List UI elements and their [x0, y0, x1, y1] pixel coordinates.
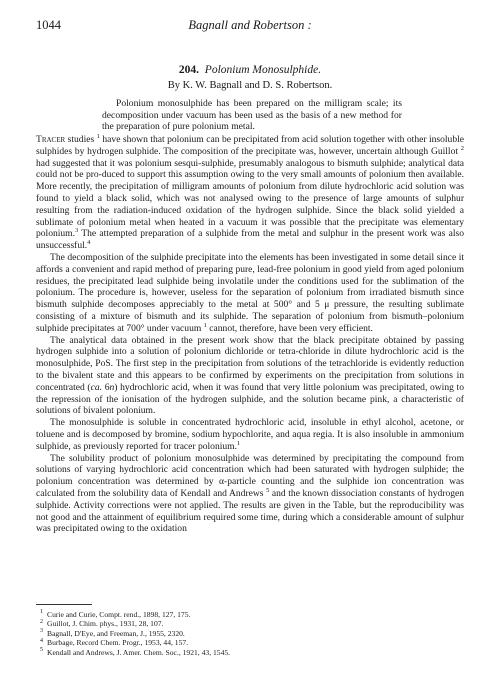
page-number: 1044 [36, 18, 61, 32]
footnote-item [40, 648, 464, 657]
citation-ref: 4 [87, 239, 91, 246]
text-run: cannot, therefore, have been very efficient. [206, 322, 373, 334]
text-run: The solubility product of polonium monosulphide was determined by precipitating the compound from solutions of varying hydrochloric acid concentration which had been saturated with hydrogen sulphide; the polonium concentration was determined by α-particle counting and the sulphide ion concentration was calculated from the solubility data of Kendall and Andrews [36, 452, 464, 499]
footnote-text: Kendall and Andrews, J. Amer. Chem. Soc., 1921, 43, 1545. [47, 647, 231, 657]
text-run: studies [65, 134, 97, 145]
footnote-text: Curie and Curie, Compt. rend., 1898, 127, 175. [47, 610, 191, 619]
footnote-number: 1 [40, 609, 43, 616]
italic-text: ca. [90, 381, 103, 393]
citation-ref: 1 [203, 321, 207, 329]
citation-ref: 1 [236, 439, 241, 447]
paragraph-4 [36, 417, 464, 452]
paragraph-2 [36, 252, 464, 335]
running-title: Bagnall and Robertson : [188, 18, 312, 32]
footnote-number: 2 [40, 618, 43, 625]
text-run: ) hydrochloric acid, when it was found that very little polonium was precipitated, owing to the repression of the ionisation of the hydrogen sulphide, and the solution became pink, a characteristic of solutions of bivalent polonium. [36, 381, 464, 417]
citation-ref: 2 [460, 144, 464, 152]
article-title [0, 64, 500, 76]
abstract-text: Polonium monosulphide has been prepared on the milligram scale; its decomposition under vacuum has been used as the basis of a new method for the preparation of pure polonium metal. [102, 98, 402, 133]
footnote-item [40, 619, 464, 628]
footnotes [40, 610, 464, 657]
footnote-text: Bagnall, D'Eye, and Freeman, J., 1955, 2320. [47, 628, 185, 638]
citation-ref: 1 [96, 132, 100, 140]
article-authors: By K. W. Bagnall and D. S. Robertson. [167, 80, 333, 91]
footnote-text: Guillot, J. Chim. phys., 1931, 28, 107. [47, 619, 164, 629]
paragraph-5 [36, 453, 464, 536]
footnote-item [40, 629, 464, 638]
running-header [36, 18, 464, 34]
text-run: The decomposition of the sulphide precipitate into the elements has been investigated in some detail since it affords a convenient and rapid method of preparing pure, lead-free polonium in good yield from aged polonium residues, the precipitated lead sulphide being involatile under the conditions used for the sublimation of the polonium. The procedure is, however, useless for the separation of polonium from irradiated bismuth since bismuth sulphide decomposes appreciably to the metal at 500° and 5 μ pressure, the resulting sublimate consisting of a mixture of bismuth and its sulphide. The separation of polonium from bismuth–polonium sulphide precipitates at 700° under vacuum [36, 251, 464, 334]
footnote-number: 4 [40, 637, 43, 644]
paragraph-3 [36, 335, 464, 418]
footnote-text: Burbage, Record Chem. Progr., 1953, 44, 157. [47, 638, 189, 648]
footnote-item [40, 638, 464, 647]
text-run: The analytical data obtained in the present work show that the black precipitate obtained by passing hydrogen sulphide into a solution of polonium dichloride or tetra-chloride in dilute hydrochloric acid is the monosulphide, PoS. The first step in the precipitation from solutions of the tetrachloride is evidently reduction to the bivalent state and this appears to be confirmed by experiments on the precipitation from solutions in concentrated ( [36, 334, 464, 393]
footnote-number: 3 [40, 628, 43, 635]
abstract [102, 98, 402, 133]
text-run: and the known dissociation constants of hydrogen sulphide. Activity corrections were not applied. The results are given in the Table, but the reproducibility was not good and the attainment of equilibrium required some time, during which a considerable amount of sulphur was precipitated owing to the oxidation [36, 487, 464, 535]
paragraph-1 [36, 134, 464, 252]
article-number: 204. [178, 64, 200, 76]
footnote-number: 5 [40, 647, 43, 654]
text-run: had suggested that it was polonium sesqui-sulphide, presumably analogous to bismuth sulphide; analytical data could not be pro-duced to support this assumption owing to the very small amounts of polonium then available. More recently, the precipitation of milligram amounts of polonium from dilute hydrochloric acid solution was found to yield a black solid, which was not analysed owing to the presence of large amounts of sulphur resulting from the radiation-induced oxidation of the hydrogen sulphide. Since the black solid yielded a sublimate of polonium metal when heated in a vacuum it was possible that the precipitate was elementary polonium. [36, 157, 464, 240]
article-body [36, 134, 464, 535]
footnote-rule [36, 604, 92, 605]
text-run: 6 [102, 381, 110, 393]
paragraph-lead-word: Tracer [36, 134, 66, 145]
text-run: have shown that polonium can be precipitated from acid solution together with other insoluble sulphides by hydrogen sulphide. The composition of the precipitate was, however, uncertain although Guillot [36, 134, 464, 157]
text-run: The attempted preparation of a sulphide from the metal and sulphur in the present work was also unsuccessful. [36, 228, 464, 252]
citation-ref: 5 [266, 486, 270, 494]
text-run: The monosulphide is soluble in concentrated hydrochloric acid, insoluble in ethyl alcohol, acetone, or toluene and is decomposed by bromine, sodium hypochlorite, and aqua regia. It is also insoluble in ammonium sulphide, as previously reported for tracer polonium. [36, 417, 464, 452]
citation-ref: 3 [75, 227, 79, 235]
article-title-text: Polonium Monosulphide. [204, 64, 322, 76]
footnote-item [40, 610, 464, 619]
italic-text: n [109, 381, 115, 393]
